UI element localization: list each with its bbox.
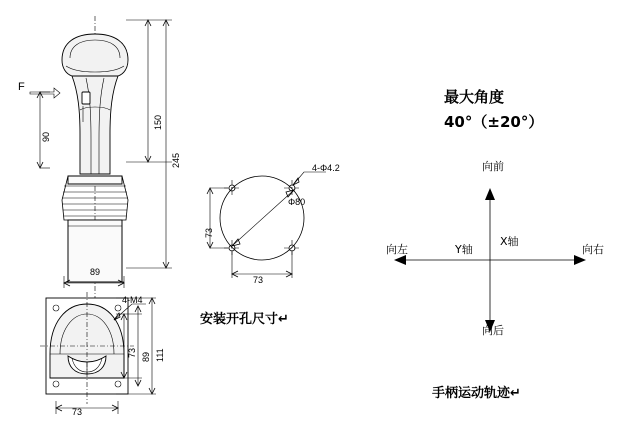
- axis-right-label: 向右: [582, 243, 604, 256]
- mounting-hole-pattern: [196, 160, 336, 290]
- dim-245-label: 245: [171, 152, 181, 168]
- dim-150-label: 150: [153, 114, 163, 130]
- side-view-dim-89: [60, 276, 136, 290]
- dim-89-label-top: 89: [141, 351, 151, 362]
- force-label: F: [18, 81, 25, 93]
- dim-73-label: 73: [127, 347, 137, 358]
- top-view-dim-73-bottom: [46, 400, 138, 416]
- side-view-dimensions: [126, 14, 196, 304]
- axis-back-label: 向后: [482, 324, 504, 337]
- motion-caption: 手柄运动轨迹↵: [432, 386, 521, 401]
- axis-x-label: X轴: [500, 235, 519, 248]
- mounting-hole-caption: 安装开孔尺寸↵: [200, 312, 289, 327]
- hole-dim-73-horizontal-label: 73: [253, 275, 264, 285]
- max-angle-title: 最大角度: [444, 88, 505, 106]
- max-angle-value: 40°（±20°）: [444, 113, 544, 131]
- axis-y-label: Y轴: [455, 243, 473, 256]
- dim-73-bottom-label: 73: [72, 407, 83, 417]
- dim-111-label: 111: [155, 348, 165, 362]
- motion-axes-diagram: [384, 180, 604, 340]
- note-4-phi42-label: 4-Φ4.2: [312, 163, 340, 173]
- axis-forward-label: 向前: [482, 160, 504, 173]
- dim-89-label: 89: [90, 267, 101, 277]
- dim-90-label: 90: [41, 131, 51, 142]
- note-phi80-label: Φ80: [288, 197, 306, 207]
- note-4m4-label: 4-M4: [122, 295, 143, 305]
- axis-left-label: 向左: [386, 243, 408, 256]
- hole-dim-73-vertical-label: 73: [204, 227, 214, 238]
